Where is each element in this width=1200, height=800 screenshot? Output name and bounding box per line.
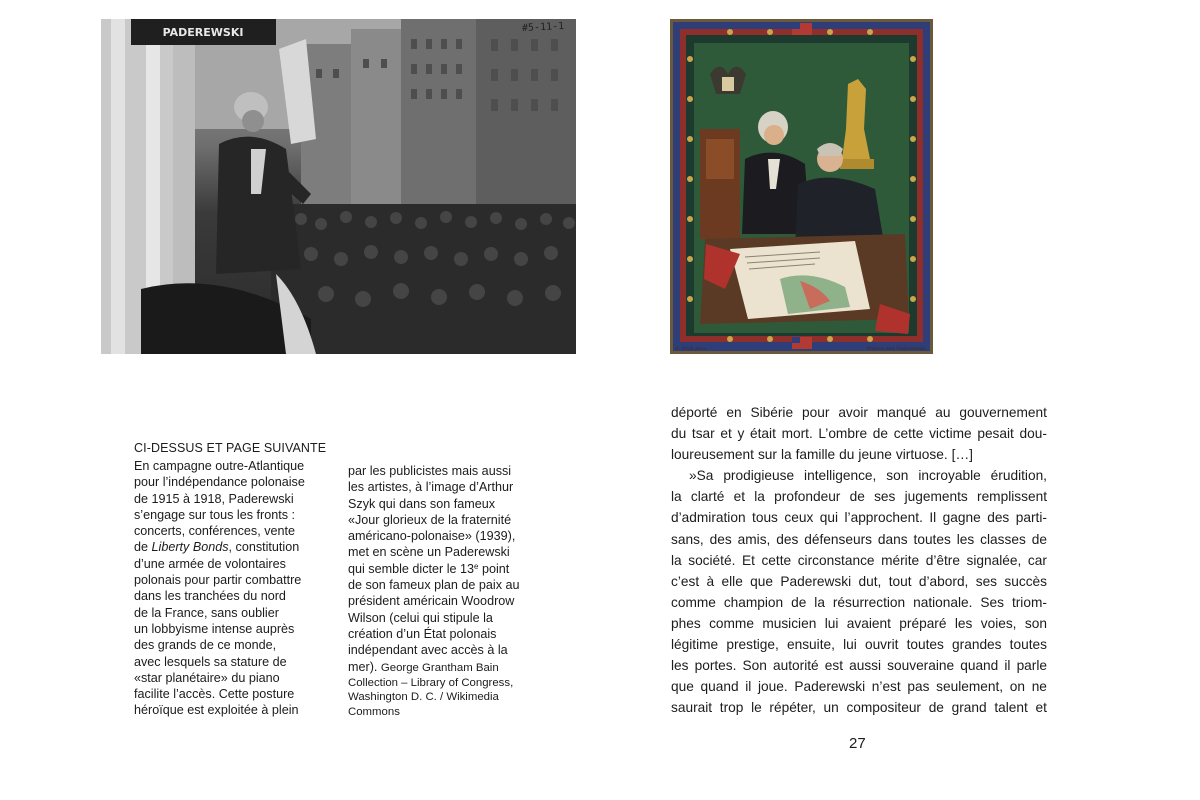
body-word: comme: [671, 594, 716, 610]
body-line: [671, 402, 1047, 423]
body-word: du: [671, 426, 687, 442]
body-word: d’être: [925, 552, 960, 568]
rally-photograph: [101, 19, 576, 354]
body-word: c’est: [671, 573, 700, 589]
body-word: musicien: [762, 615, 817, 631]
body-word: gouvernement: [959, 405, 1047, 420]
body-word: talent: [994, 700, 1028, 716]
body-word: […]: [951, 447, 973, 463]
body-line: [671, 529, 1047, 550]
body-word: on: [1009, 679, 1026, 695]
body-word: de: [849, 489, 865, 505]
superscript-e: e: [474, 561, 479, 571]
body-word: mérite: [881, 552, 920, 568]
caption-line: des grands de ce monde,: [134, 638, 277, 653]
body-word: il: [745, 679, 752, 695]
body-word: ceux: [784, 510, 814, 526]
body-word: déporté: [671, 405, 718, 420]
caption-line-liberty-bonds: [134, 539, 344, 555]
body-word: son: [886, 468, 909, 484]
body-word: remplissent: [977, 489, 1047, 505]
painting-signature: A. Szyk pinx.: [675, 346, 708, 352]
body-word: préparé: [899, 615, 947, 631]
body-line: [671, 571, 1047, 592]
caption-line: création d’un État polonais: [348, 626, 497, 641]
body-word: cette: [761, 552, 792, 568]
body-word: des: [709, 531, 732, 547]
body-word: de: [1031, 531, 1047, 547]
body-word: famille: [795, 447, 836, 463]
body-word: le: [751, 700, 762, 716]
body-word: sur: [757, 447, 777, 463]
caption-line-13th-point: [348, 561, 558, 577]
body-word: Sibérie: [750, 405, 794, 420]
body-word: car: [1027, 552, 1047, 568]
body-word: amis,: [737, 531, 771, 547]
body-word: virtuose.: [895, 447, 948, 463]
body-word: était: [750, 426, 776, 442]
body-word: Ses: [980, 594, 1004, 610]
caption-line: président américain Woodrow: [348, 594, 515, 609]
body-word: Paderewski: [794, 679, 866, 695]
body-word: répéter,: [769, 700, 816, 716]
body-word: pas: [907, 679, 930, 695]
body-word: au: [935, 405, 951, 420]
body-word: Son: [742, 658, 767, 674]
body-line: [671, 592, 1047, 613]
body-word: que: [750, 573, 774, 589]
body-word: légitime: [671, 637, 719, 653]
body-word: tsar: [691, 426, 715, 442]
body-word: toutes: [906, 637, 944, 653]
caption-line: En campagne outre-Atlantique: [134, 459, 305, 473]
body-word: ses: [975, 573, 998, 589]
body-word: de: [872, 426, 889, 442]
caption-line: de la France, sans oublier: [134, 605, 279, 620]
caption-column-2: [348, 463, 558, 720]
body-word: dou-: [1019, 426, 1047, 442]
body-word: grandes: [952, 637, 1002, 653]
body-word: ensuite,: [786, 637, 835, 653]
body-word: pour: [802, 405, 830, 420]
body-word: gagne: [942, 510, 981, 526]
body-word: d’abord,: [918, 573, 969, 589]
body-word: que: [671, 679, 694, 695]
caption-line: indépendant avec accès à la: [348, 643, 508, 658]
body-line: [671, 697, 1047, 718]
caption-text: qui semble dicter le 13: [348, 561, 475, 576]
szyk-painting: [670, 19, 933, 354]
photo-credit-line: Commons: [348, 706, 400, 719]
caption-line: d’une armée de volontaires: [134, 556, 286, 571]
body-word: tous: [752, 510, 778, 526]
body-word: souveraine: [887, 658, 955, 674]
body-word: ne: [1031, 679, 1047, 695]
body-word: de: [791, 594, 807, 610]
body-word: lui: [824, 615, 839, 631]
body-word: L’ombre: [818, 426, 868, 442]
body-word: victime: [929, 426, 972, 442]
body-word: avaient: [846, 615, 891, 631]
body-word: parti-: [1015, 510, 1047, 526]
body-word: les: [671, 658, 689, 674]
body-word: manqué: [876, 405, 927, 420]
body-word: elle: [721, 573, 743, 589]
body-line: [671, 465, 1047, 486]
body-word: phes: [671, 615, 701, 631]
body-word: jugements: [904, 489, 968, 505]
body-word: compositeur: [846, 700, 921, 716]
body-word: prestige,: [726, 637, 779, 653]
body-word: profondeur: [774, 489, 841, 505]
caption-line: héroïque est exploitée à plein: [134, 703, 299, 718]
caption-line: américano-polonaise» (1939),: [348, 529, 516, 544]
body-word: et: [1035, 700, 1047, 716]
photo-credit: George Grantham Bain: [380, 661, 499, 674]
body-text: [671, 402, 1047, 718]
caption-line: «Jour glorieux de la fraternité: [348, 512, 512, 527]
body-word: cette: [893, 426, 924, 442]
body-word: clarté: [690, 489, 725, 505]
body-word: sans,: [671, 531, 704, 547]
body-word: des: [987, 510, 1010, 526]
caption-text: , constitution: [228, 540, 300, 555]
photo-credit-line: Collection – Library of Congress,: [348, 676, 514, 689]
caption-line: s’engage sur tous les fronts :: [134, 507, 296, 522]
sign-text: PADEREWSKI: [162, 26, 244, 39]
body-word: Et: [741, 552, 755, 568]
body-word: jeune: [858, 447, 892, 463]
body-word: en: [726, 405, 742, 420]
liberty-bonds-italic: Liberty Bonds: [151, 540, 229, 555]
body-word: joue.: [758, 679, 788, 695]
page-number: 27: [849, 735, 866, 752]
caption-line: «star planétaire» du piano: [134, 670, 280, 685]
body-word: Paderewski: [780, 573, 852, 589]
body-word: mort.: [781, 426, 813, 442]
body-word: ses: [874, 489, 896, 505]
caption-text: de: [134, 540, 149, 555]
body-word: la: [671, 552, 682, 568]
body-word: ouvrit: [864, 637, 899, 653]
body-line: [671, 550, 1047, 571]
body-word: y: [737, 426, 745, 442]
body-word: dans: [877, 531, 908, 547]
body-word: loureusement: [671, 447, 754, 463]
caption-line: avec lesquels sa stature de: [134, 654, 287, 669]
body-line: [671, 613, 1047, 634]
body-word: triom-: [1011, 594, 1047, 610]
caption-line: Szyk qui dans son fameux: [348, 496, 496, 511]
body-line: [671, 423, 1047, 444]
body-word: quand: [960, 658, 999, 674]
szyk-painting-drawing: [670, 19, 933, 354]
body-word: signalée,: [966, 552, 1022, 568]
body-line: [671, 655, 1047, 676]
body-word: de: [928, 700, 944, 716]
body-word: l’approchent.: [844, 510, 923, 526]
body-word: pesait: [977, 426, 1014, 442]
body-word: trop: [719, 700, 744, 716]
body-word: aussi: [849, 658, 882, 674]
caption-line-credit-start: [348, 659, 558, 676]
body-word: résurrection: [832, 594, 906, 610]
body-line: [671, 634, 1047, 655]
body-word: défenseurs: [804, 531, 872, 547]
caption-line: polonais pour partir combattre: [134, 573, 302, 588]
body-word: n’est: [871, 679, 901, 695]
body-word: voies,: [980, 615, 1017, 631]
body-word: saurait: [671, 700, 713, 716]
body-word: autorité: [773, 658, 819, 674]
body-word: société.: [688, 552, 736, 568]
body-word: toutes: [913, 531, 951, 547]
body-word: incroyable: [918, 468, 981, 484]
photo-credit-line: Washington D. C. / Wikimedia: [348, 691, 499, 704]
body-word: la: [814, 594, 825, 610]
body-word: du: [839, 447, 855, 463]
body-word: prodigieuse: [723, 468, 795, 484]
caption-line: un lobbyisme intense auprès: [134, 621, 295, 636]
body-word: toutes: [1009, 637, 1047, 653]
body-line: [671, 486, 1047, 507]
body-word: nationale.: [913, 594, 973, 610]
caption-line: de son fameux plan de paix au: [348, 578, 520, 593]
body-line: [671, 507, 1047, 528]
body-word: est: [824, 658, 844, 674]
body-word: la: [780, 447, 792, 463]
body-word: son: [1024, 615, 1047, 631]
body-word: d’admiration: [671, 510, 746, 526]
body-word: comme: [709, 615, 754, 631]
caption-line: concerts, conférences, vente: [134, 524, 296, 539]
body-word: les: [954, 615, 973, 631]
caption-line: Wilson (celui qui stipule la: [348, 610, 493, 625]
caption-line: de 1915 à 1918, Paderewski: [134, 491, 294, 506]
body-word: qui: [819, 510, 839, 526]
body-word: classes: [980, 531, 1026, 547]
body-word: circonstance: [797, 552, 875, 568]
rally-photo-drawing: [101, 19, 576, 354]
body-word: grand: [951, 700, 987, 716]
body-word: érudition,: [990, 468, 1047, 484]
painting-title-plate: Wilson and Paderewski.: [866, 346, 927, 352]
caption-line: facilite l’accès. Cette posture: [134, 687, 295, 702]
body-word: lui: [843, 637, 857, 653]
body-word: tout: [888, 573, 912, 589]
caption-line: pour l’indépendance polonaise: [134, 475, 305, 490]
body-word: intelligence,: [804, 468, 877, 484]
body-word: il: [1004, 658, 1011, 674]
caption-text: mer).: [348, 659, 378, 674]
body-word: portes.: [694, 658, 737, 674]
body-word: Il: [929, 510, 937, 526]
body-word: à: [706, 573, 715, 589]
caption-column-1: [134, 458, 344, 719]
body-word: et: [720, 426, 732, 442]
body-word: un: [823, 700, 839, 716]
photo-watermark: #5-11-1: [521, 20, 565, 35]
body-word: quand: [700, 679, 739, 695]
body-word: champion: [723, 594, 784, 610]
body-word: succès: [1004, 573, 1047, 589]
body-word: avoir: [838, 405, 868, 420]
body-word: »Sa: [689, 468, 714, 484]
body-word: des: [776, 531, 799, 547]
body-word: la: [754, 489, 765, 505]
caption-line: les artistes, à l’image d’Arthur: [348, 480, 514, 495]
body-word: la: [671, 489, 682, 505]
body-line: [671, 676, 1047, 697]
caption-heading: CI-DESSUS ET PAGE SUIVANTE: [134, 441, 327, 455]
caption-line: met en scène un Paderewski: [348, 545, 510, 560]
body-word: parle: [1016, 658, 1047, 674]
body-line: [671, 444, 1047, 465]
body-word: seulement,: [936, 679, 1004, 695]
body-word: dut,: [858, 573, 882, 589]
body-word: les: [956, 531, 975, 547]
caption-line: par les publicistes mais aussi: [348, 464, 512, 478]
caption-text: point: [478, 561, 510, 576]
caption-line: dans les tranchées du nord: [134, 589, 286, 604]
body-word: et: [733, 489, 746, 505]
